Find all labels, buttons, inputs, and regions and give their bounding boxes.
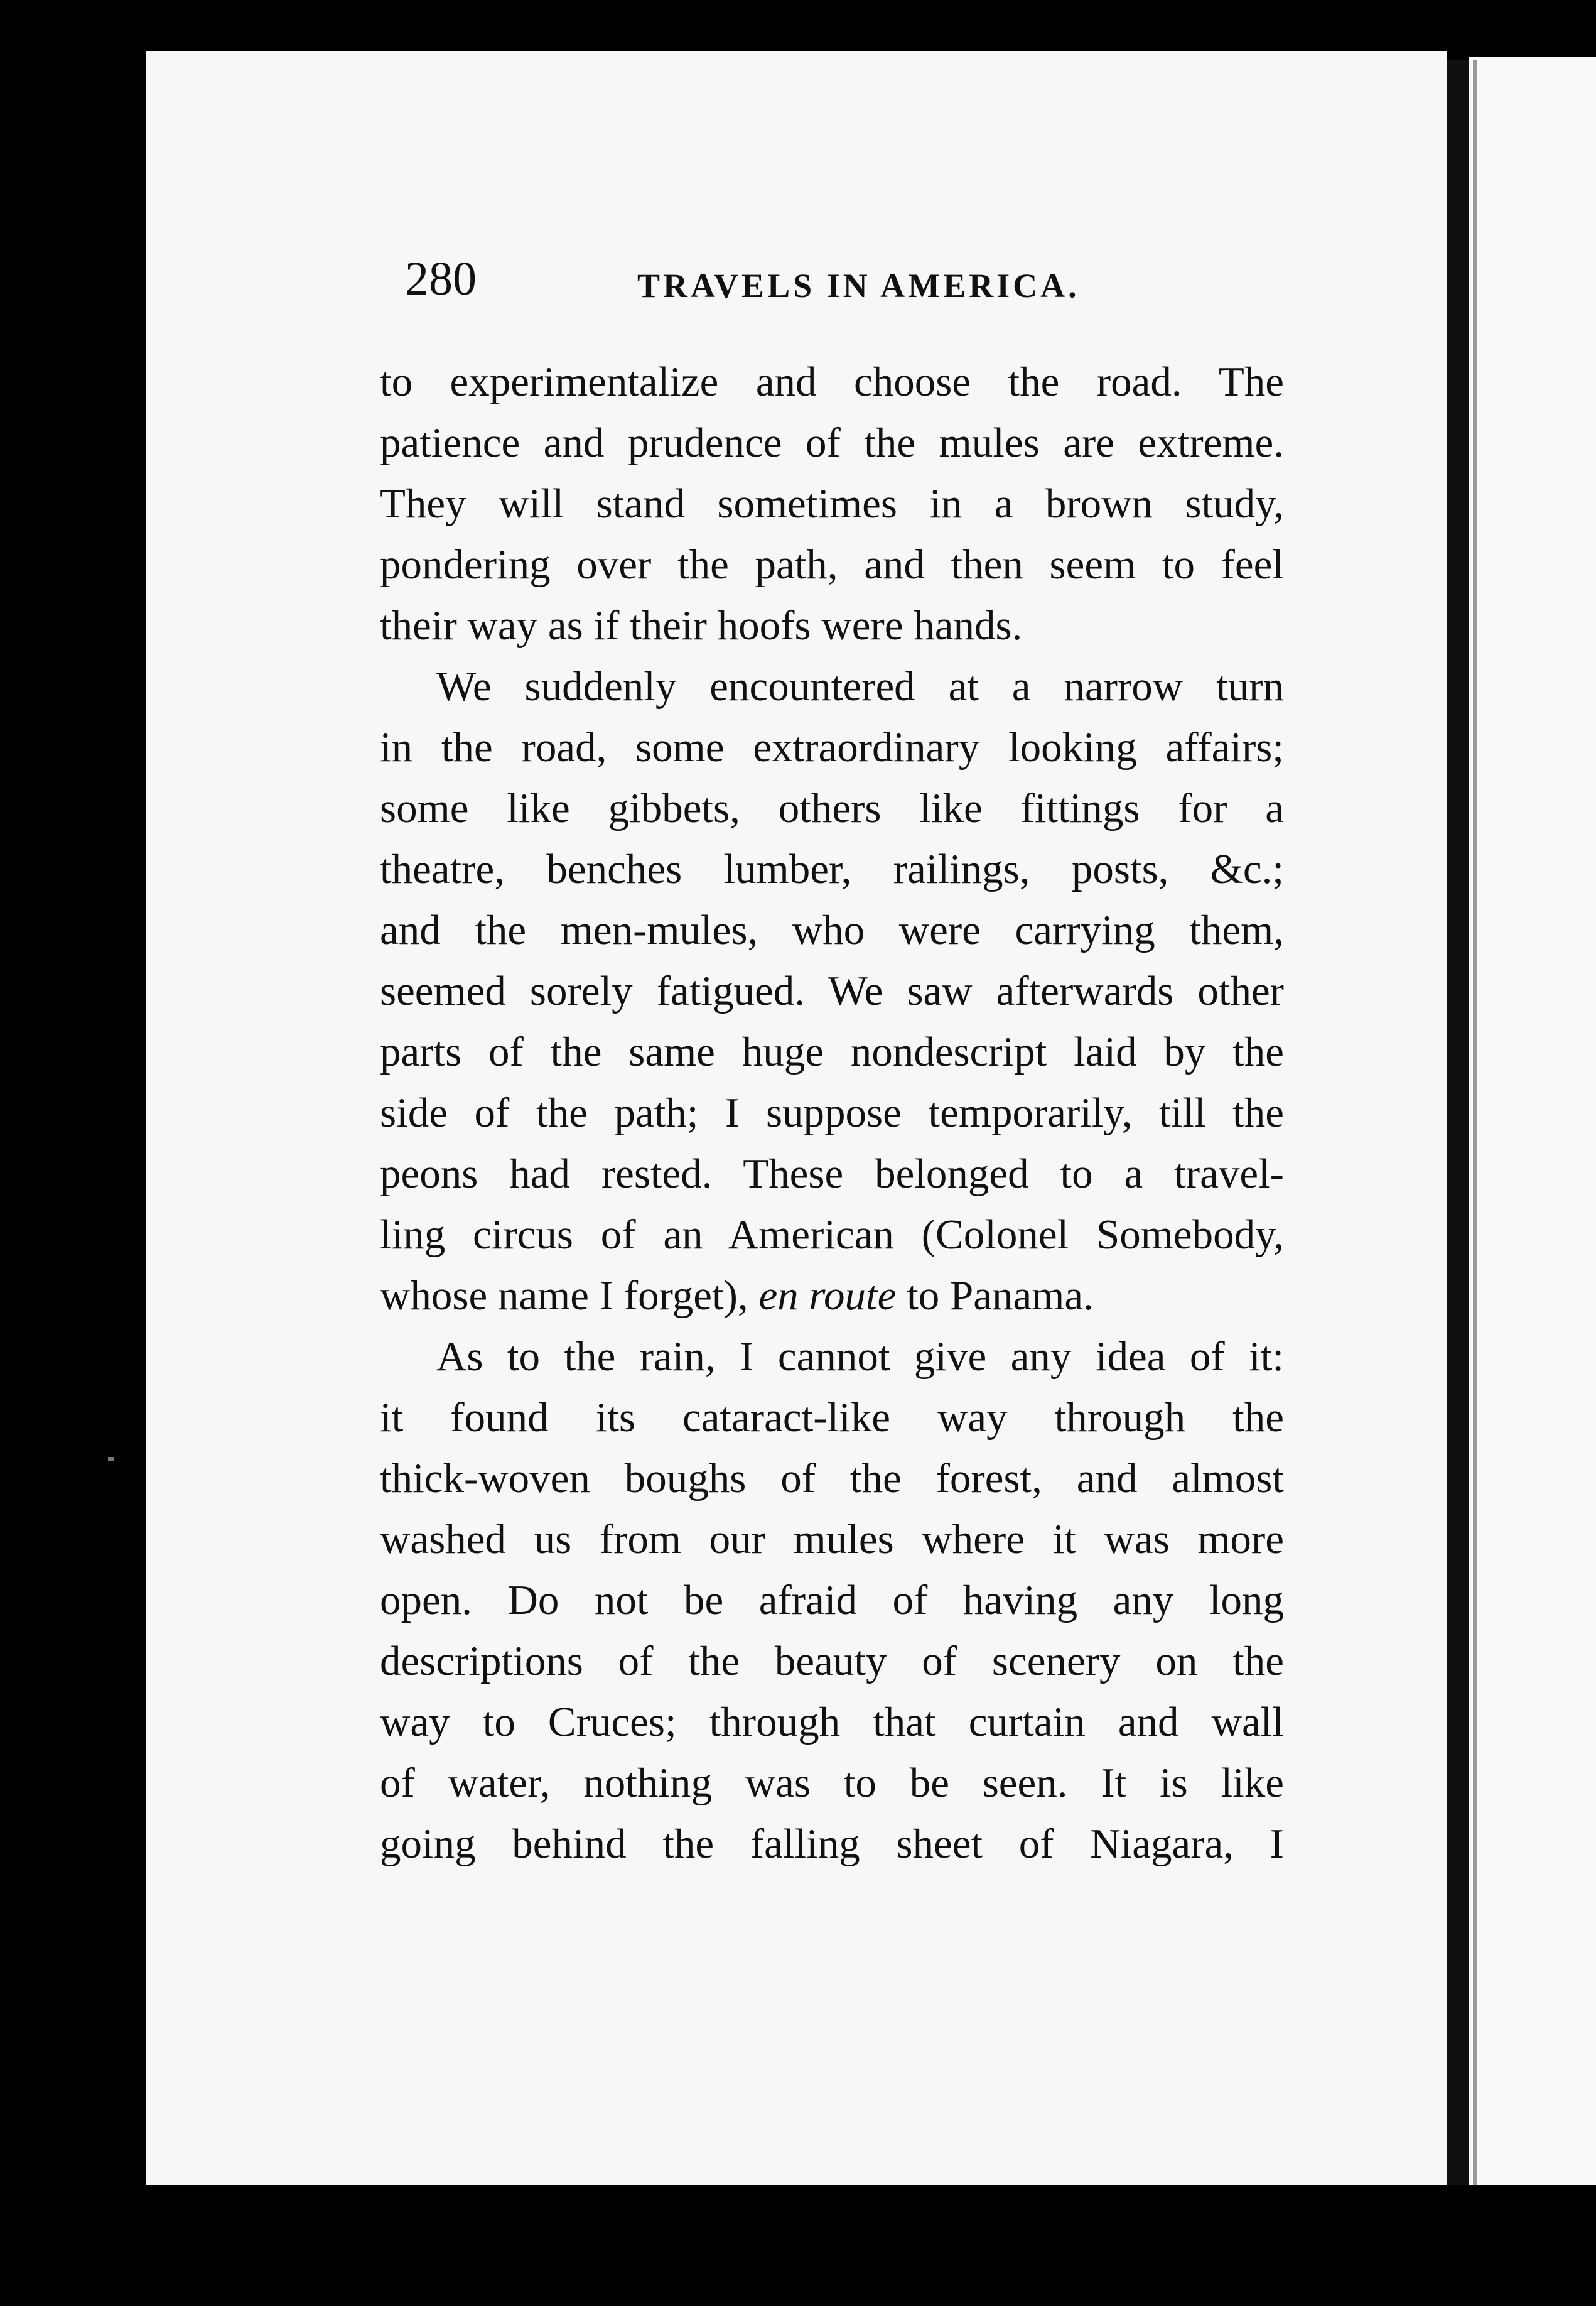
text-line: theatre, benches lumber, railings, posts, &c.;	[380, 846, 1284, 892]
facing-page-fold	[1473, 60, 1477, 2258]
text-line: of water, nothing was to be seen. It is like	[380, 1760, 1284, 1806]
text-line: peons had rested. These belonged to a travel-	[380, 1150, 1284, 1197]
text-line: washed us from our mules where it was more	[380, 1516, 1284, 1562]
text-line: going behind the falling sheet of Niagara, I	[380, 1821, 1284, 1867]
text-line: parts of the same huge nondescript laid by the	[380, 1029, 1284, 1075]
text-line: it found its cataract-like way through the	[380, 1394, 1284, 1441]
scan-mark	[108, 1457, 114, 1461]
text-line: thick-woven boughs of the forest, and almost	[380, 1455, 1284, 1502]
text-line: and the men-mules, who were carrying them,	[380, 907, 1284, 953]
text-line: to experimentalize and choose the road. The	[380, 359, 1284, 405]
scan-border-bottom	[126, 2185, 1596, 2306]
text-line: some like gibbets, others like fittings for a	[380, 785, 1284, 831]
text-line-with-italic	[380, 1265, 1284, 1326]
text-line: seemed sorely fatigued. We saw afterwards other	[380, 968, 1284, 1014]
text-line: ling circus of an American (Colonel Somebody,	[380, 1211, 1284, 1258]
running-header	[405, 251, 1284, 320]
text-line: way to Cruces; through that curtain and wall	[380, 1699, 1284, 1745]
facing-page-edge	[1469, 57, 1596, 2267]
body-text	[380, 352, 1284, 1875]
page-gutter-shadow	[1447, 60, 1469, 2264]
text-run: whose name I forget),	[380, 1272, 759, 1319]
text-line: open. Do not be afraid of having any long	[380, 1577, 1284, 1623]
text-line: side of the path; I suppose temporarily, till the	[380, 1090, 1284, 1136]
text-line: in the road, some extraordinary looking affairs;	[380, 724, 1284, 771]
italic-phrase: en route	[758, 1272, 897, 1319]
text-line: descriptions of the beauty of scenery on the	[380, 1638, 1284, 1684]
running-title: TRAVELS IN AMERICA.	[637, 267, 1080, 305]
page-number: 280	[405, 252, 477, 305]
text-line: patience and prudence of the mules are extreme.	[380, 420, 1284, 466]
text-line: their way as if their hoofs were hands.	[380, 602, 1023, 649]
text-line: pondering over the path, and then seem to feel	[380, 541, 1284, 588]
paragraph-start-line: We suddenly encountered at a narrow turn	[436, 663, 1284, 710]
text-line: They will stand sometimes in a brown study,	[380, 480, 1284, 527]
text-run: to Panama.	[896, 1272, 1094, 1319]
paragraph-start-line: As to the rain, I cannot give any idea of it:	[436, 1333, 1284, 1380]
